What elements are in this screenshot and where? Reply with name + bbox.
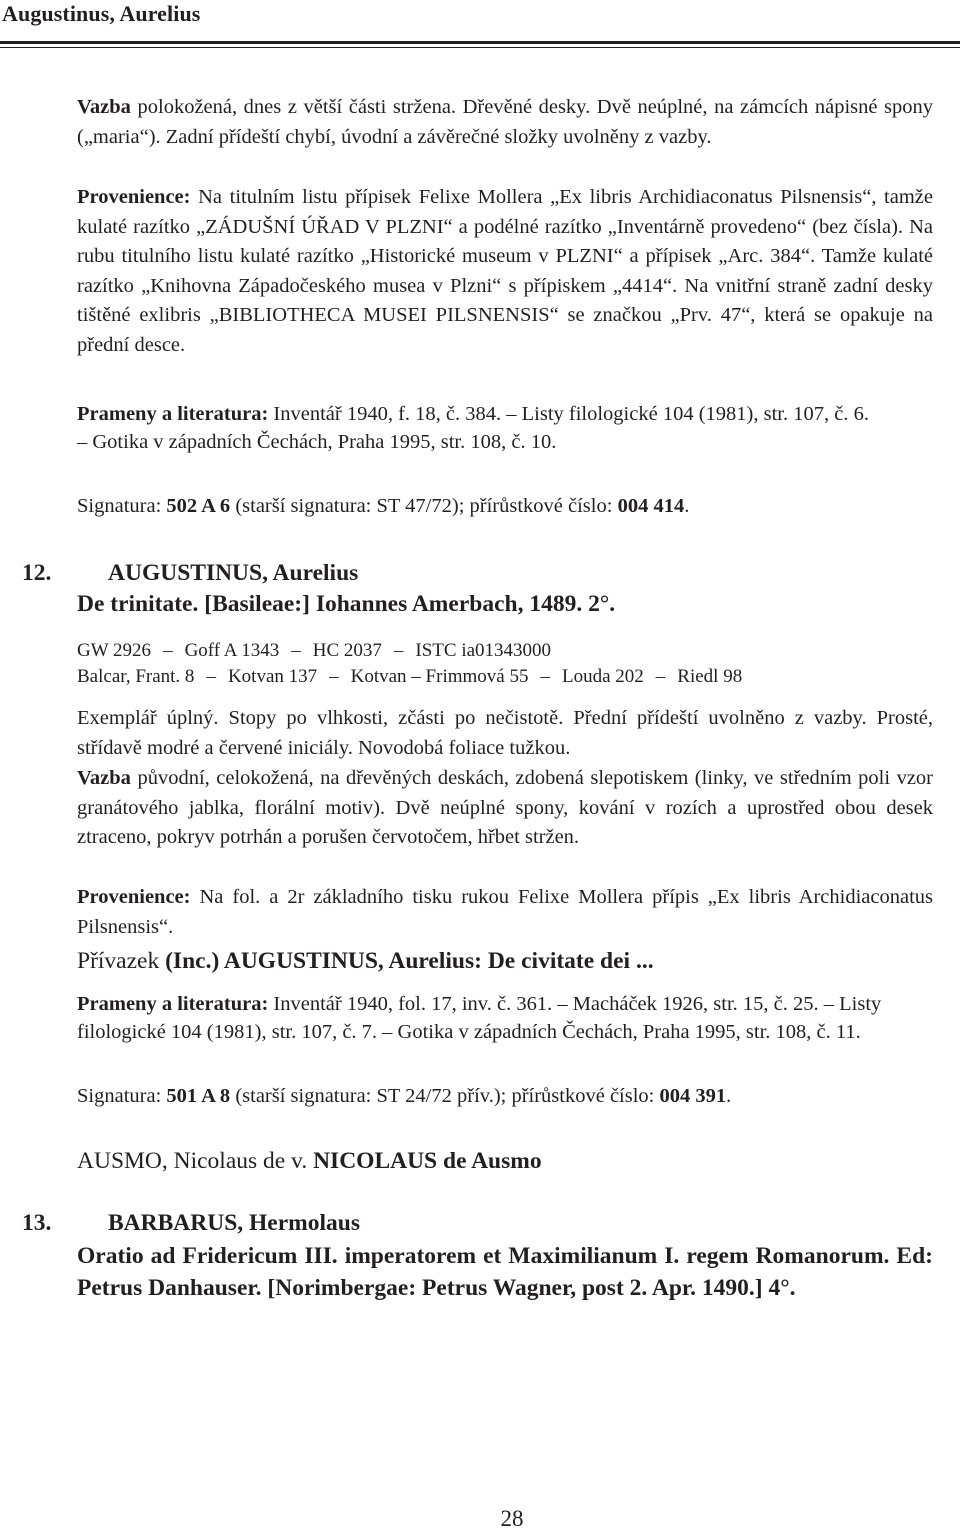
sources-label: Prameny a literatura: [77, 403, 269, 425]
reference-item: Riedl 98 [677, 666, 743, 687]
binding-text: polokožená, dnes z větší části stržena. Dřevěné desky. Dvě neúplné, na zámcích nápisné spony („maria“). Zadní přídeští chybí, úvodní a závěrečné složky uvolněny z vazby. [77, 96, 934, 148]
shelfmark-line [77, 1082, 731, 1112]
sources-label: Prameny a literatura: [77, 993, 269, 1015]
bound-with-label: Přívazek [77, 948, 160, 974]
entry-number: 13. [22, 1210, 52, 1236]
provenance-text: Na titulním listu přípisek Felixe Mollera „Ex libris Archidiaconatus Pilsnensis“, tamže kulaté razítko „ZÁDUŠNÍ ÚŘAD V PLZNI“ a podélné razítko „Inventárně provedeno“ (bez čísla). Na rubu titulního listu kulaté razítko „Historické museum v PLZNI“ a přípisek „Arc. 384“. Tamže kulaté razítko „Knihovna Západočeského musea v Plzni“ s přípiskem „4414“. Na vnitřní straně zadní desky tištěné exlibris „BIBLIOTHECA MUSEI PILSNENSIS“ se značkou „Prv. 47“, která se opakuje na přední desce. [77, 186, 933, 356]
shelfmark-details: (starší signatura: ST 47/72); přírůstkové číslo: [235, 495, 613, 517]
accession-number: 004 414 [617, 495, 685, 517]
header-rule-thin [0, 47, 960, 48]
shelfmark-line [77, 492, 689, 522]
shelfmark-label: Signatura: [77, 495, 162, 517]
reference-separator: – [540, 666, 550, 687]
provenance-paragraph [77, 883, 933, 942]
reference-item: GW 2926 [77, 640, 152, 661]
reference-item: Kotvan – Frimmová 55 [350, 666, 529, 687]
binding-text: původní, celokožená, na dřevěných deskách, zdobená slepotiskem (linky, ve středním poli vzor granátového jablka, florální motiv). Dvě neúplné spony, kování v rozích a uprostřed obou desek ztraceno, pokryv potrhán a porušen červotočem, hřbet stržen. [77, 767, 934, 849]
sources-paragraph [77, 400, 869, 457]
reference-separator: – [655, 666, 666, 687]
provenance-label: Provenience: [77, 886, 191, 908]
cross-reference-target: NICOLAUS de Ausmo [313, 1148, 542, 1174]
shelfmark-value: 502 A 6 [166, 495, 231, 517]
shelfmark-value: 501 A 8 [166, 1085, 231, 1107]
entry-number: 12. [22, 560, 52, 586]
bound-with-title: (Inc.) AUGUSTINUS, Aurelius: De civitate dei ... [165, 948, 654, 974]
provenance-text: Na fol. a 2r základního tisku rukou Felixe Mollera přípis „Ex libris Archidiaconatus Pilsnensis“. [77, 886, 934, 938]
reference-separator: – [393, 640, 404, 661]
entry-author: AUGUSTINUS, Aurelius [108, 560, 359, 586]
bound-with-line [77, 948, 654, 975]
reference-separator: – [329, 666, 339, 687]
accession-number: 004 391 [659, 1085, 727, 1107]
sources-paragraph [77, 990, 933, 1047]
reference-separator: – [206, 666, 216, 687]
bibliographic-references-line [77, 666, 742, 688]
reference-item: Kotvan 137 [227, 666, 318, 687]
reference-item: Balcar, Frant. 8 [77, 666, 195, 687]
reference-separator: – [291, 640, 301, 661]
binding-paragraph [77, 93, 933, 152]
reference-item: Goff A 1343 [184, 640, 280, 661]
shelfmark-period: . [726, 1085, 732, 1107]
provenance-label: Provenience: [77, 186, 191, 208]
copy-description [77, 704, 933, 763]
sources-text: Inventář 1940, f. 18, č. 384. – Listy filologické 104 (1981), str. 107, č. 6. – Gotika v západních Čechách, Praha 1995, str. 108, č. 10. [77, 403, 869, 454]
page-number: 28 [500, 1506, 524, 1531]
cross-reference-prefix: AUSMO, Nicolaus de v. [77, 1148, 308, 1174]
shelfmark-label: Signatura: [77, 1085, 162, 1107]
binding-label: Vazba [77, 767, 131, 789]
reference-item: HC 2037 [312, 640, 382, 661]
cross-reference [77, 1148, 542, 1175]
reference-item: ISTC ia01343000 [415, 640, 552, 661]
binding-label: Vazba [77, 96, 131, 118]
provenance-paragraph [77, 183, 933, 361]
header-rule-thick [0, 41, 960, 44]
reference-separator: – [163, 640, 173, 661]
copy-description-text: Exemplář úplný. Stopy po vlhkosti, zčásti po nečistotě. Přední přídeští uvolněno z vazby. Prosté, střídavě modré a červené iniciály. Novodobá foliace tužkou. [77, 707, 933, 759]
bibliographic-references-line [77, 640, 551, 662]
shelfmark-period: . [684, 495, 690, 517]
running-header: Augustinus, Aurelius [2, 1, 201, 26]
sources-text: Inventář 1940, fol. 17, inv. č. 361. – Macháček 1926, str. 15, č. 25. – Listy filologické 104 (1981), str. 107, č. 7. – Gotika v západních Čechách, Praha 1995, str. 108, č. 11. [77, 993, 882, 1044]
entry-title: Oratio ad Fridericum III. imperatorem et Maximilianum I. regem Romanorum. Ed: Petrus Danhauser. [Norimbergae: Petrus Wagner, post 2. Apr. 1490.] 4°. [77, 1243, 933, 1301]
entry-author: BARBARUS, Hermolaus [108, 1210, 360, 1236]
binding-paragraph [77, 764, 933, 853]
entry-title: De trinitate. [Basileae:] Iohannes Amerbach, 1489. 2°. [77, 591, 616, 617]
reference-item: Louda 202 [561, 666, 644, 687]
shelfmark-details: (starší signatura: ST 24/72 přív.); přírůstkové číslo: [235, 1085, 655, 1107]
